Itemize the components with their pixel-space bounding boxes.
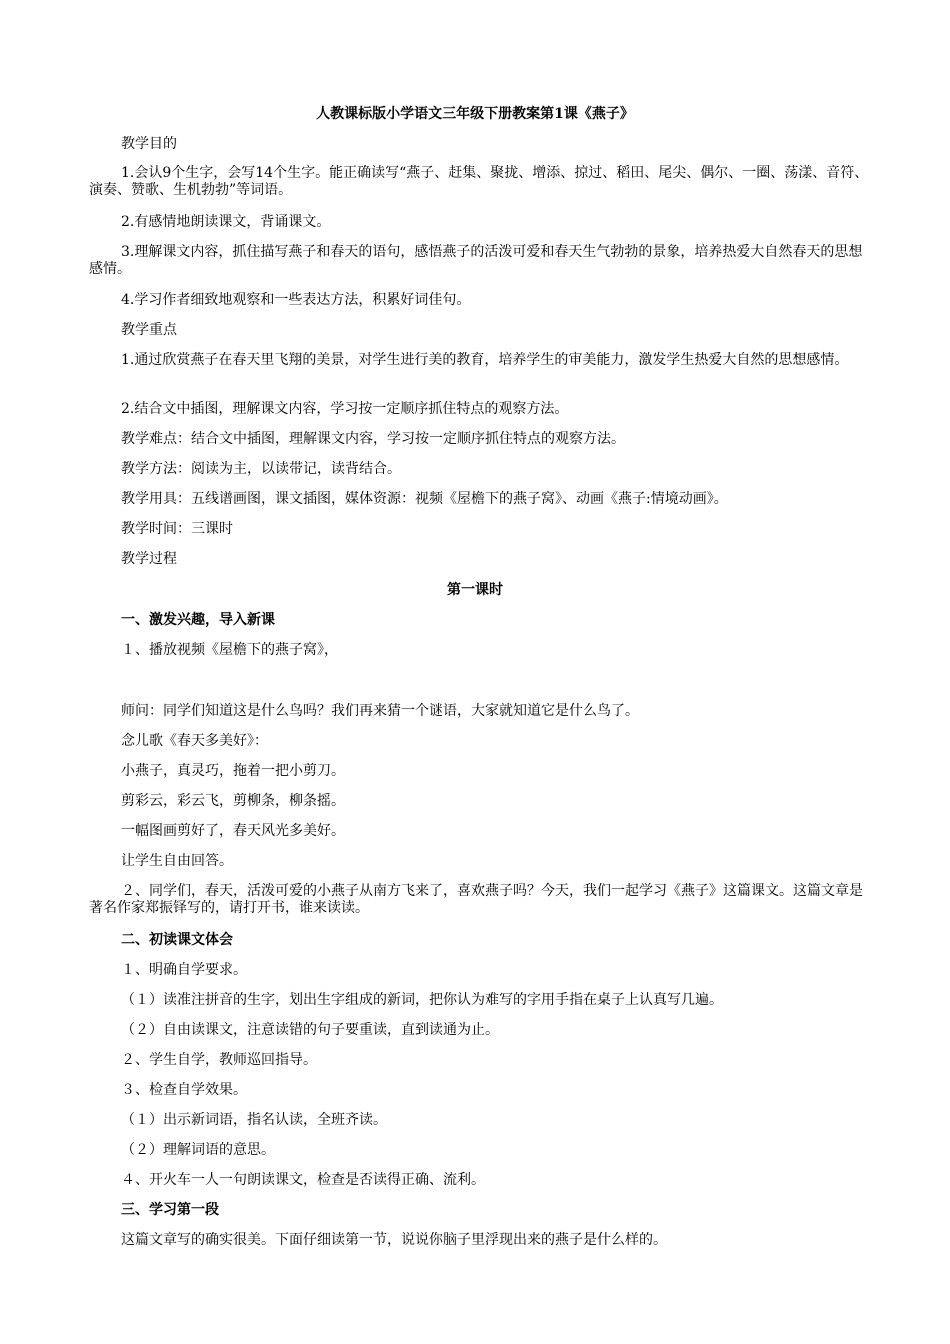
- heading-lesson-1: 第一课时: [447, 582, 503, 598]
- paragraph-rhyme-title: 念儿歌《春天多美好》：: [121, 733, 268, 749]
- paragraph-difficulty: 教学难点：结合文中插图，理解课文内容，学习按一定顺序抓住特点的观察方法。: [121, 431, 625, 447]
- paragraph-objective-2: 2.有感情地朗读课文，背诵课文。: [121, 214, 331, 230]
- paragraph-objective-3: 3.理解课文内容，抓住描写燕子和春天的语句，感悟燕子的活泼可爱和春天生气勃勃的景象，培养热爱大自然春天的思想感情。: [89, 244, 863, 277]
- rhyme-line-3: 一幅图画剪好了，春天风光多美好。: [121, 823, 345, 839]
- section-heading-key-points: 教学重点: [121, 322, 177, 338]
- heading-part-2: 二、初读课文体会: [121, 932, 233, 948]
- paragraph-first-section: 这篇文章写的确实很美。下面仔细读第一节，说说你脑子里浮现出来的燕子是什么样的。: [121, 1232, 667, 1248]
- paragraph-requirement-2: （２）自由读课文，注意读错的句子要重读，直到读通为止。: [121, 1022, 499, 1038]
- section-heading-objectives: 教学目的: [121, 136, 177, 152]
- paragraph-teacher-question: 师问：同学们知道这是什么鸟吗？我们再来猜一个谜语，大家就知道它是什么鸟了。: [121, 703, 639, 719]
- paragraph-materials: 教学用具：五线谱画图，课文插图，媒体资源：视频《屋檐下的燕子窝》、动画《燕子:情境动画》。: [121, 491, 728, 507]
- paragraph-self-study: ２、学生自学，教师巡回指导。: [121, 1052, 317, 1068]
- paragraph-read-aloud: ４、开火车一人一句朗读课文，检查是否读得正确、流利。: [121, 1172, 485, 1188]
- paragraph-key-point-1: 1.通过欣赏燕子在春天里飞翔的美景，对学生进行美的教育，培养学生的审美能力，激发学生热爱大自然的思想感情。: [121, 352, 849, 368]
- paragraph-time: 教学时间：三课时: [121, 521, 233, 537]
- paragraph-free-answer: 让学生自由回答。: [121, 853, 233, 869]
- rhyme-line-2: 剪彩云，彩云飞，剪柳条，柳条摇。: [121, 793, 345, 809]
- paragraph-objective-4: 4.学习作者细致地观察和一些表达方法，积累好词佳句。: [121, 292, 471, 308]
- document-title: 人教课标版小学语文三年级下册教案第1课《燕子》: [316, 106, 634, 122]
- paragraph-key-point-2: 2.结合文中插图，理解课文内容，学习按一定顺序抓住特点的观察方法。: [121, 401, 569, 417]
- paragraph-play-video: １、播放视频《屋檐下的燕子窝》，: [121, 642, 338, 658]
- section-heading-process: 教学过程: [121, 551, 177, 567]
- paragraph-method: 教学方法：阅读为主，以读带记，读背结合。: [121, 461, 401, 477]
- heading-part-3: 三、学习第一段: [121, 1202, 219, 1218]
- paragraph-check-1: （１）出示新词语，指名认读，全班齐读。: [121, 1112, 387, 1128]
- paragraph-objective-1: 1.会认9个生字，会写14个生字。能正确读写“燕子、赶集、聚拢、增添、掠过、稻田、尾尖、偶尔、一圈、荡漾、音符、演奏、赞歌、生机勃勃”等词语。: [89, 165, 869, 198]
- paragraph-requirement-1: （１）读准注拼音的生字，划出生字组成的新词，把你认为难写的字用手指在桌子上认真写几遍。: [121, 992, 723, 1008]
- heading-part-1: 一、激发兴趣，导入新课: [121, 612, 275, 628]
- paragraph-self-study-requirement: １、明确自学要求。: [121, 962, 247, 978]
- paragraph-check-effect: ３、检查自学效果。: [121, 1082, 247, 1098]
- paragraph-introduce-text: ２、同学们，春天，活泼可爱的小燕子从南方飞来了，喜欢燕子吗？今天，我们一起学习《燕子》这篇课文。这篇文章是著名作家郑振铎写的，请打开书，谁来读读。: [89, 883, 863, 916]
- paragraph-check-2: （２）理解词语的意思。: [121, 1142, 275, 1158]
- rhyme-line-1: 小燕子，真灵巧，拖着一把小剪刀。: [121, 763, 345, 779]
